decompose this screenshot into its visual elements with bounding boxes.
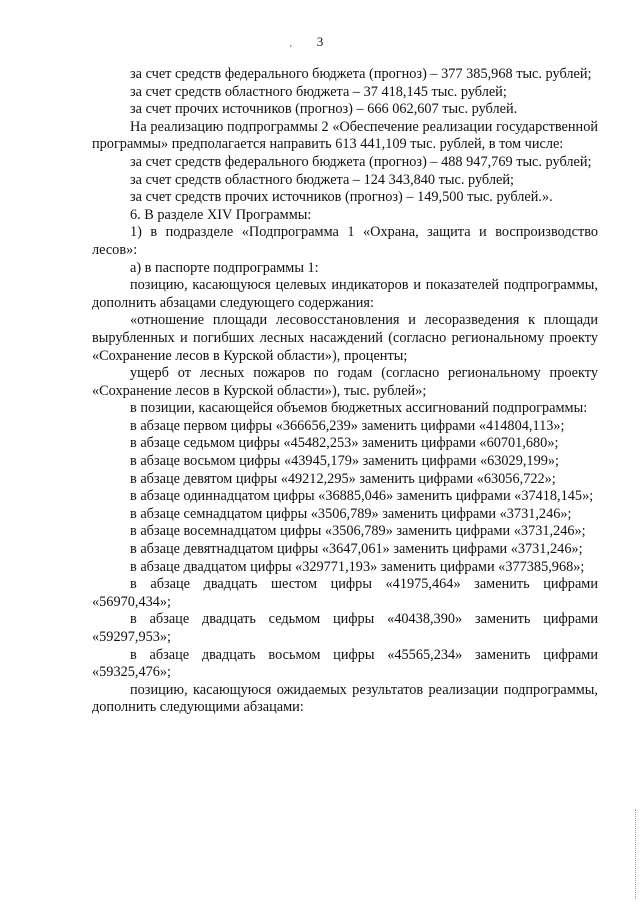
amendment-line: в абзаце восьмом цифры «43945,179» заменить цифрами «63029,199»; xyxy=(130,453,559,470)
paragraph: за счет средств областного бюджета – 37 418,145 тыс. рублей; xyxy=(130,83,507,100)
paragraph: за счет средств федерального бюджета (прогноз) – 488 947,769 тыс. рублей; xyxy=(130,153,592,170)
page-number: 3 xyxy=(316,34,324,49)
paragraph: позицию, касающуюся ожидаемых результатов реализации подпрограммы, дополнить следующими абзацами: xyxy=(92,681,598,716)
scan-mark: ' xyxy=(290,44,292,55)
amendment-line: в абзаце семнадцатом цифры «3506,789» заменить цифрами «3731,246»; xyxy=(130,505,572,522)
amendment-line: в абзаце двадцать седьмом цифры «40438,390» заменить цифрами «59297,953»; xyxy=(92,611,598,645)
paragraph: а) в паспорте подпрограммы 1: xyxy=(130,259,319,276)
amendment-line: в абзаце девятнадцатом цифры «3647,061» заменить цифрами «3731,246»; xyxy=(130,541,583,558)
document-body xyxy=(92,66,598,717)
paragraph: за счет средств прочих источников (прогноз) – 149,500 тыс. рублей.». xyxy=(130,189,553,206)
paragraph: за счет прочих источников (прогноз) – 666 062,607 тыс. рублей. xyxy=(130,101,518,118)
section-heading: 6. В разделе XIV Программы: xyxy=(130,206,312,223)
amendment-line: в абзаце двадцатом цифры «329771,193» заменить цифрами «377385,968»; xyxy=(130,558,585,575)
scan-edge-mark xyxy=(629,809,636,899)
amendment-line: в абзаце восемнадцатом цифры «3506,789» заменить цифрами «3731,246»; xyxy=(130,523,586,540)
paragraph: ущерб от лесных пожаров по годам (согласно региональному проекту «Сохранение лесов в Курской области»), тыс. рублей»; xyxy=(92,365,598,399)
paragraph: в позиции, касающейся объемов бюджетных ассигнований подпрограммы: xyxy=(130,400,588,417)
amendment-line: в абзаце двадцать шестом цифры «41975,464» заменить цифрами «56970,434»; xyxy=(92,576,598,610)
amendment-line: в абзаце седьмом цифры «45482,253» заменить цифрами «60701,680»; xyxy=(130,435,559,452)
paragraph: за счет средств федерального бюджета (прогноз) – 377 385,968 тыс. рублей; xyxy=(130,66,592,82)
paragraph: позицию, касающуюся целевых индикаторов и показателей подпрограммы, дополнить абзацами следующего содержания: xyxy=(92,277,598,311)
paragraph: 1) в подразделе «Подпрограмма 1 «Охрана, защита и воспроизводство лесов»: xyxy=(92,224,598,258)
paragraph: «отношение площади лесовосстановления и лесоразведения к площади вырубленных и погибших лесных насаждений (согласно региональному проекту «Сохранение лесов в Курской области»), проценты; xyxy=(92,312,598,364)
paragraph: за счет средств областного бюджета – 124 343,840 тыс. рублей; xyxy=(130,171,514,188)
amendment-line: в абзаце девятом цифры «49212,295» заменить цифрами «63056,722»; xyxy=(130,470,556,487)
amendment-line: в абзаце первом цифры «366656,239» заменить цифрами «414804,113»; xyxy=(130,417,565,434)
paragraph: На реализацию подпрограммы 2 «Обеспечение реализации государственной программы» предполагается направить 613 441,109 тыс. рублей, в том числе: xyxy=(92,118,598,153)
amendment-line: в абзаце одиннадцатом цифры «36885,046» заменить цифрами «37418,145»; xyxy=(130,488,594,505)
amendment-line: в абзаце двадцать восьмом цифры «45565,234» заменить цифрами «59325,476»; xyxy=(92,646,598,681)
